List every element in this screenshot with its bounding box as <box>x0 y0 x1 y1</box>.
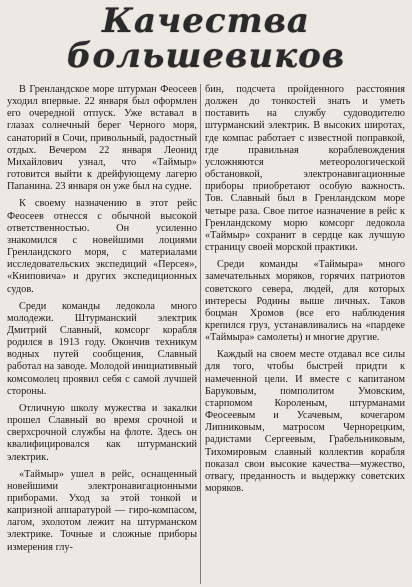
article-headline <box>0 1 412 76</box>
paragraph: «Таймыр» ушел в рейс, оснащенный новейшими электронавигационными приборами. Уход за этой тонкой и капризной аппаратурой — гиро-компасом, лагом, эхолотом лежит на штурманском электрике. Точные и сложные приборы измерения глу- <box>7 468 197 553</box>
paragraph-continuation: бин, подсчета пройденного расстояния должен до тонкостей знать и уметь поставить на службу судоводителю штурманский электрик. В высоких широтах, где компас работает с известной поправкой, где правильная кораблевождения усложняются метеорологической обстановкой, электронавигационные приборы приобретают особую важность. Тов. Славный был в Гренландском море четыре раза. Свое питое назначение в рейс к Гренландскому морю комсорг ледокола «Таймыр» сохранит в сердце как лучшую страницу своей морской практики. <box>205 84 405 254</box>
article-right-column <box>205 84 405 584</box>
headline-line-1: Качества <box>102 1 310 41</box>
column-divider <box>200 84 201 584</box>
paragraph: К своему назначению в этот рейс Феосеев отнесся с обычной высокой ответственностью. Он усиленно знакомился с новейшими лоциями Гренландского моря, с материалами исследовательских экспедиций «Персея», «Книповича» и других экспедиционных судов. <box>7 198 197 295</box>
article-left-column <box>7 84 197 584</box>
headline-line-2: большевиков <box>66 36 346 76</box>
paragraph: В Гренландское море штурман Феосеев уходил впервые. 22 января был оформлен его очередной отпуск. Уже вставал в глазах солнечный берег Черного моря, санаторий в Сочи, привольный, радостный отдых. Вечером 22 января Леонид Михайлович узнал, что «Таймыр» готовится выйти к дрейфующему лагерю Папанина. 23 января он уже был на судне. <box>7 84 197 193</box>
paragraph: Каждый на своем месте отдавал все силы для того, чтобы быстрей придти к намеченной цели. И вместе с капитаном Барyковым, помполитом Умовским, старпомом Короленым, штурманами Феосеевым и Усачевым, кочегаром Липниковым, матросом Черноpецким, радистами Сергеевым, Грабельниковым, Тихомировым славный коллектив корабля показал свои высокие качества—мужество, отвагу, преданность и выдержку советских моряков. <box>205 349 405 494</box>
paragraph: Отличную школу мужества и закалки прошел Славный во время срочной и сверхсрочной службы на флоте. Здесь он квалифицировался как штурманский электрик. <box>7 402 197 463</box>
paragraph: Среди команды «Таймыра» много замечательных моряков, горячих патриотов советского севера, людей, для которых интересы Родины выше личных. Таков боцман Хромов (все его наблюдения крепился груз, устанавливались на «пардеке «Таймыра» самолеты) и многие другие. <box>205 259 405 344</box>
paragraph: Среди команды ледокола много молодежи. Штурманский электрик Дмитрий Славный, комсорг корабля родился в 1913 году. Окончив техникум водных путей сообщения, Славный работал на заводе. Молодой инициативный комсомолец проявил себя с самой лучшей стороны. <box>7 300 197 397</box>
